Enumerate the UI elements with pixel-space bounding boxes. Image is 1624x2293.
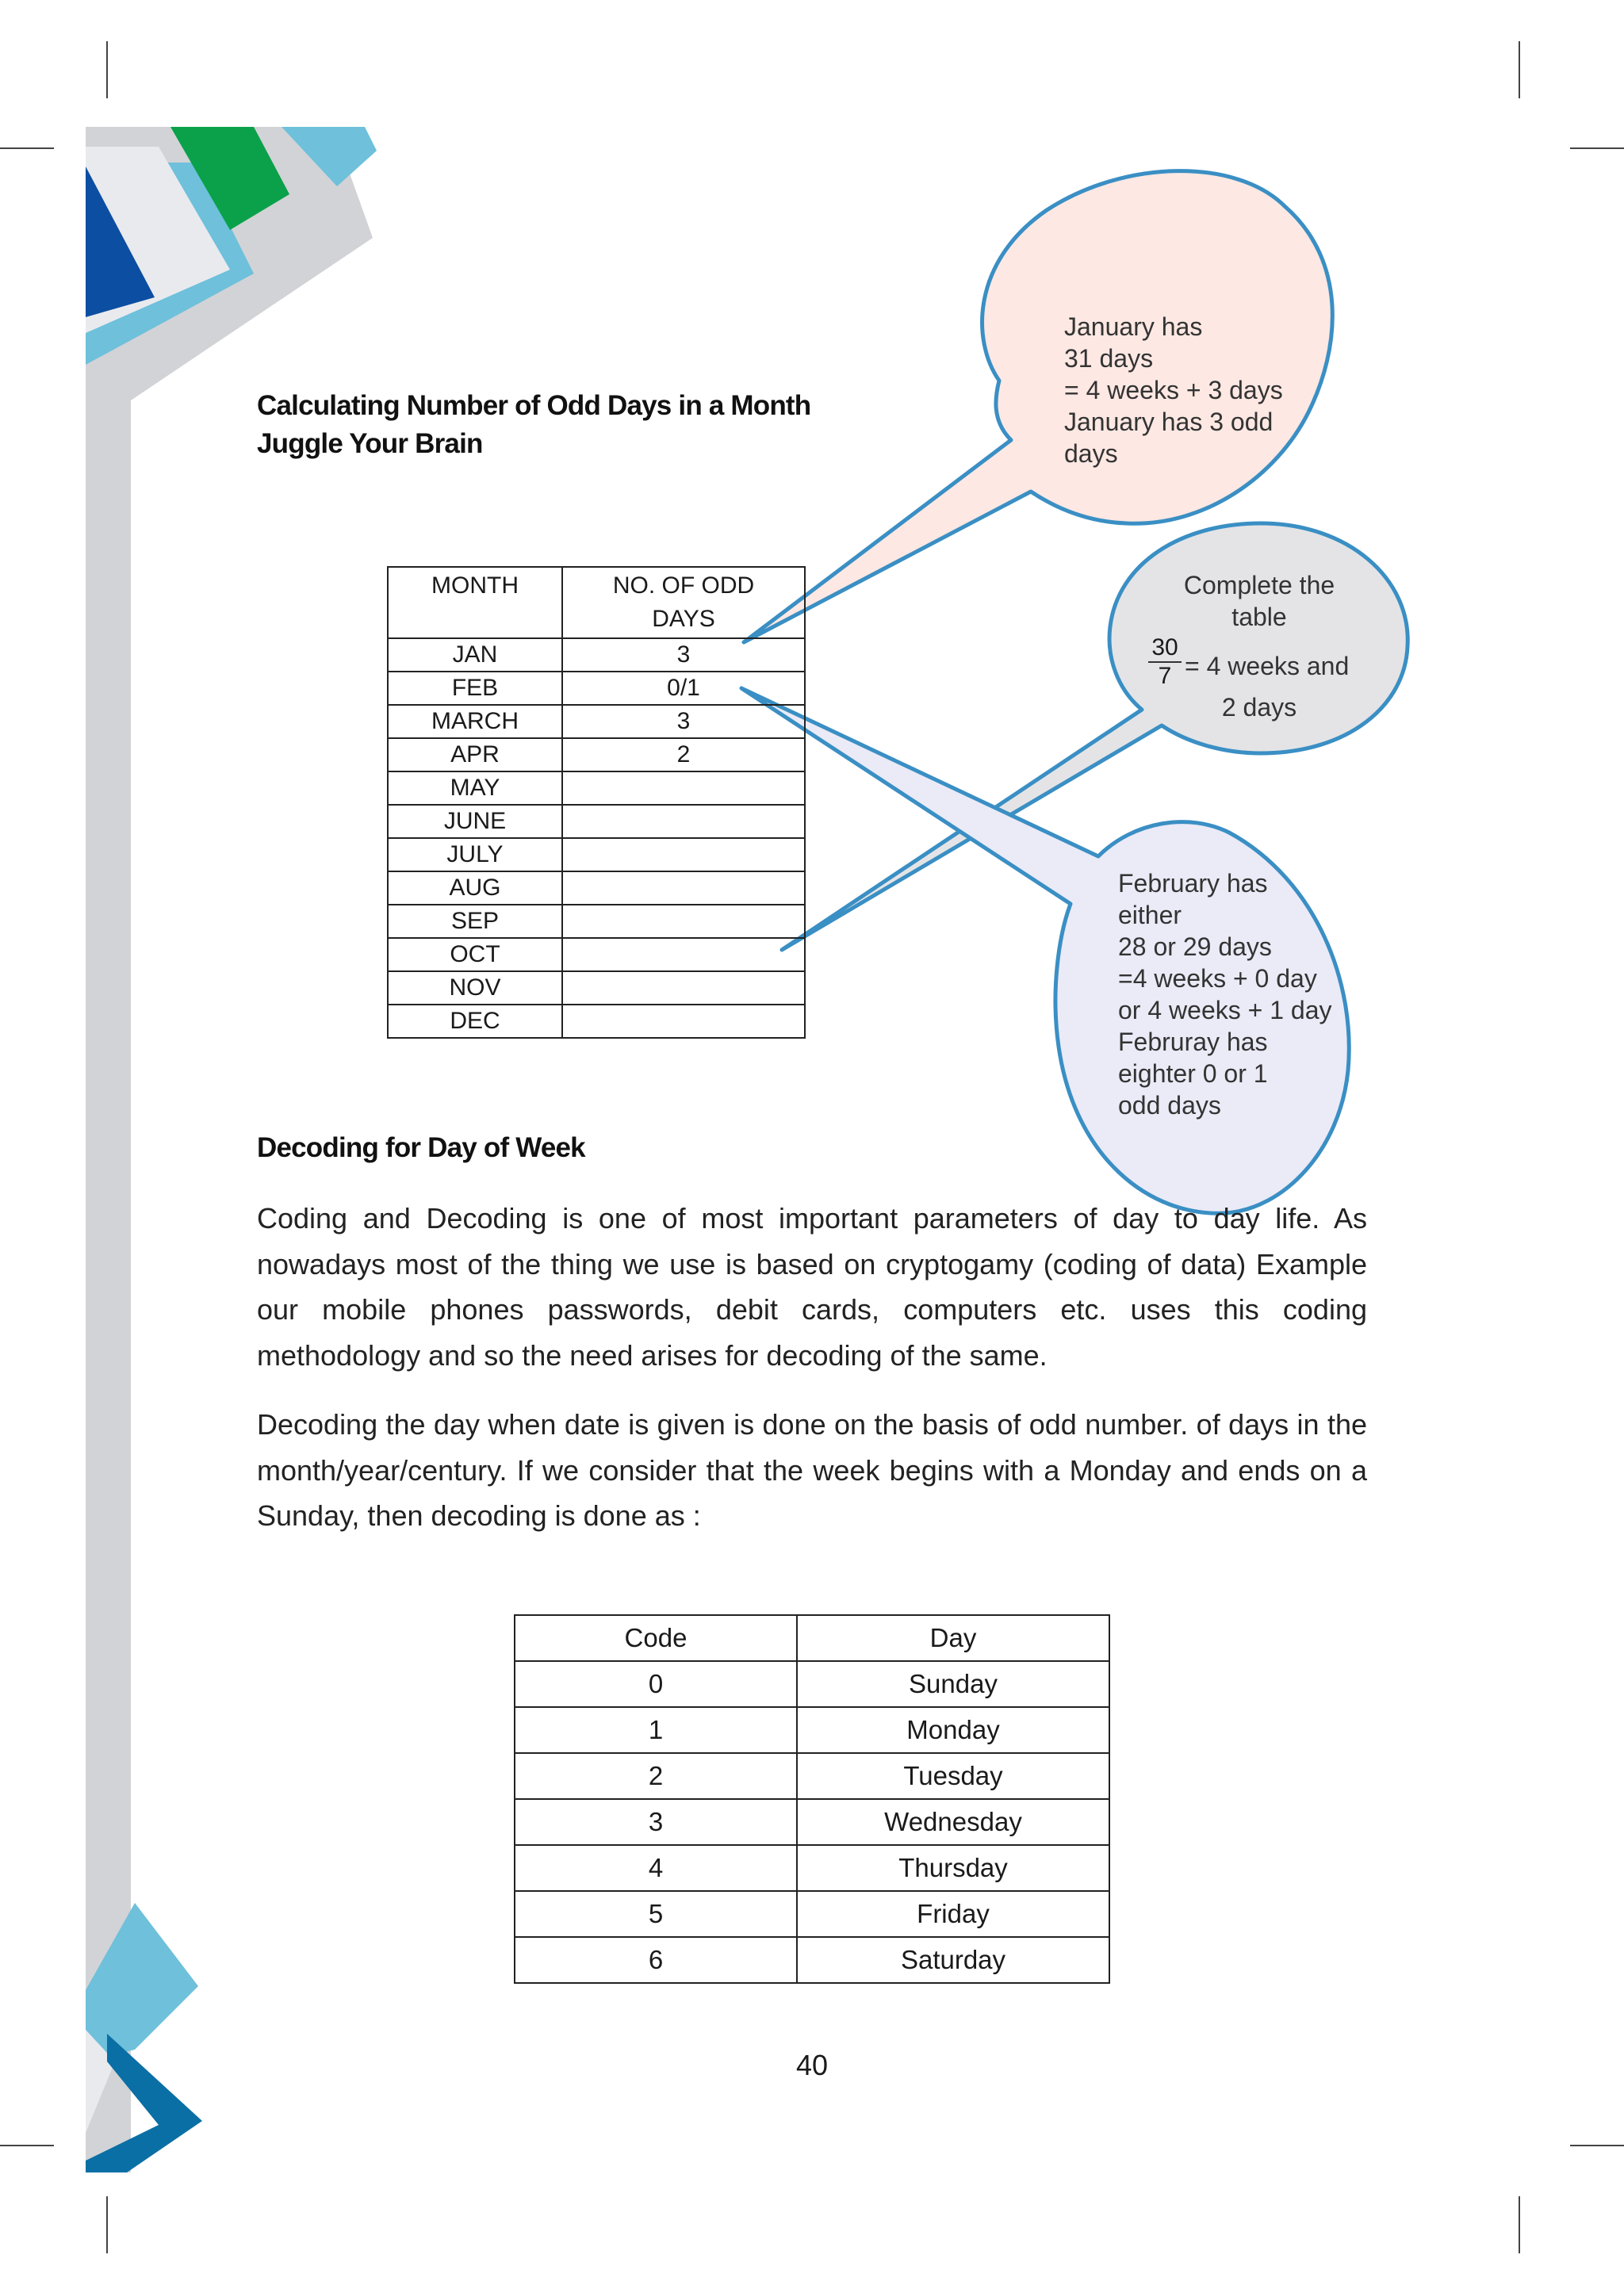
code-cell: 2 — [515, 1753, 797, 1799]
month-cell: APR — [388, 738, 562, 771]
code-row — [515, 1707, 1109, 1753]
fraction-30-over-7 — [1148, 634, 1182, 690]
odd-days-header-row — [388, 567, 805, 638]
odd-days-table — [387, 566, 806, 1039]
code-cell: 6 — [515, 1937, 797, 1983]
day-header: Day — [797, 1615, 1109, 1661]
day-cell: Sunday — [797, 1661, 1109, 1707]
february-line: odd days — [1118, 1091, 1221, 1120]
january-line: January has 3 odd — [1064, 408, 1274, 436]
odd-days-row — [388, 805, 805, 838]
odd-days-cell — [562, 871, 805, 905]
code-cell: 3 — [515, 1799, 797, 1845]
odd-days-cell — [562, 938, 805, 971]
code-cell: 1 — [515, 1707, 797, 1753]
february-line: February has — [1118, 869, 1268, 898]
january-line: = 4 weeks + 3 days — [1064, 376, 1283, 404]
odd-days-header: NO. OF ODD DAYS — [562, 567, 805, 638]
odd-days-cell — [562, 971, 805, 1005]
odd-days-heading: Calculating Number of Odd Days in a Month — [257, 390, 811, 421]
odd-days-row — [388, 1005, 805, 1038]
decoding-paragraph: Decoding the day when date is given is done on the basis of odd number. of days in the month/year/century. If we consider that the week begins with a Monday and ends on a Sunday, then decoding is done as : — [257, 1408, 1367, 1532]
day-cell: Tuesday — [797, 1753, 1109, 1799]
complete-line2: table — [1231, 603, 1287, 631]
code-cell: 5 — [515, 1891, 797, 1937]
day-cell: Friday — [797, 1891, 1109, 1937]
juggle-subheading: Juggle Your Brain — [257, 428, 483, 459]
odd-days-row — [388, 971, 805, 1005]
february-line: or 4 weeks + 1 day — [1118, 996, 1332, 1024]
odd-days-row — [388, 871, 805, 905]
odd-days-row — [388, 938, 805, 971]
code-row — [515, 1799, 1109, 1845]
february-bubble-text — [1118, 867, 1331, 1121]
month-cell: OCT — [388, 938, 562, 971]
odd-days-cell: 0/1 — [562, 672, 805, 705]
odd-days-cell: 2 — [562, 738, 805, 771]
odd-days-row — [388, 771, 805, 805]
odd-days-row — [388, 738, 805, 771]
month-cell: MARCH — [388, 705, 562, 738]
complete-line4: 2 days — [1221, 693, 1297, 722]
odd-days-cell: 3 — [562, 705, 805, 738]
month-cell: JAN — [388, 638, 562, 672]
odd-days-row — [388, 905, 805, 938]
complete-equation: = 4 weeks and — [1185, 652, 1350, 680]
code-day-table — [514, 1614, 1110, 1984]
february-line: Februray has — [1118, 1028, 1268, 1056]
february-line: =4 weeks + 0 day — [1118, 964, 1317, 993]
page-number: 40 — [795, 2049, 829, 2081]
odd-days-row — [388, 638, 805, 672]
january-line: 31 days — [1064, 344, 1154, 373]
odd-days-cell — [562, 771, 805, 805]
odd-days-cell — [562, 805, 805, 838]
fraction-numerator: 30 — [1148, 634, 1182, 663]
day-cell: Saturday — [797, 1937, 1109, 1983]
decoding-heading: Decoding for Day of Week — [257, 1132, 585, 1163]
code-row — [515, 1891, 1109, 1937]
february-line: either — [1118, 901, 1182, 929]
january-line: days — [1064, 439, 1118, 468]
code-row — [515, 1753, 1109, 1799]
month-cell: JULY — [388, 838, 562, 871]
code-cell: 0 — [515, 1661, 797, 1707]
january-bubble-text — [1064, 311, 1283, 469]
month-cell: DEC — [388, 1005, 562, 1038]
month-cell: MAY — [388, 771, 562, 805]
odd-days-cell — [562, 1005, 805, 1038]
code-header: Code — [515, 1615, 797, 1661]
complete-bubble-title — [1148, 569, 1370, 633]
odd-days-row — [388, 705, 805, 738]
february-line: eighter 0 or 1 — [1118, 1059, 1268, 1088]
day-cell: Monday — [797, 1707, 1109, 1753]
odd-days-row — [388, 838, 805, 871]
month-cell: FEB — [388, 672, 562, 705]
code-cell: 4 — [515, 1845, 797, 1891]
day-cell: Thursday — [797, 1845, 1109, 1891]
february-line: 28 or 29 days — [1118, 932, 1272, 961]
odd-days-cell — [562, 905, 805, 938]
month-cell: SEP — [388, 905, 562, 938]
code-row — [515, 1661, 1109, 1707]
odd-days-row — [388, 672, 805, 705]
month-cell: JUNE — [388, 805, 562, 838]
odd-days-cell: 3 — [562, 638, 805, 672]
month-cell: AUG — [388, 871, 562, 905]
month-cell: NOV — [388, 971, 562, 1005]
odd-days-cell — [562, 838, 805, 871]
code-header-row — [515, 1615, 1109, 1661]
coding-paragraph: Coding and Decoding is one of most important parameters of day to day life. As nowadays most of the thing we use is based on cryptogamy (coding of data) Example our mobile phones passwords, debit cards, computers etc. uses this coding methodology and so the need arises for decoding of the same. — [257, 1202, 1367, 1372]
day-cell: Wednesday — [797, 1799, 1109, 1845]
code-row — [515, 1845, 1109, 1891]
complete-line1: Complete the — [1183, 571, 1335, 599]
january-line: January has — [1064, 312, 1203, 341]
fraction-denominator: 7 — [1158, 663, 1172, 689]
month-header: MONTH — [388, 567, 562, 638]
code-row — [515, 1937, 1109, 1983]
